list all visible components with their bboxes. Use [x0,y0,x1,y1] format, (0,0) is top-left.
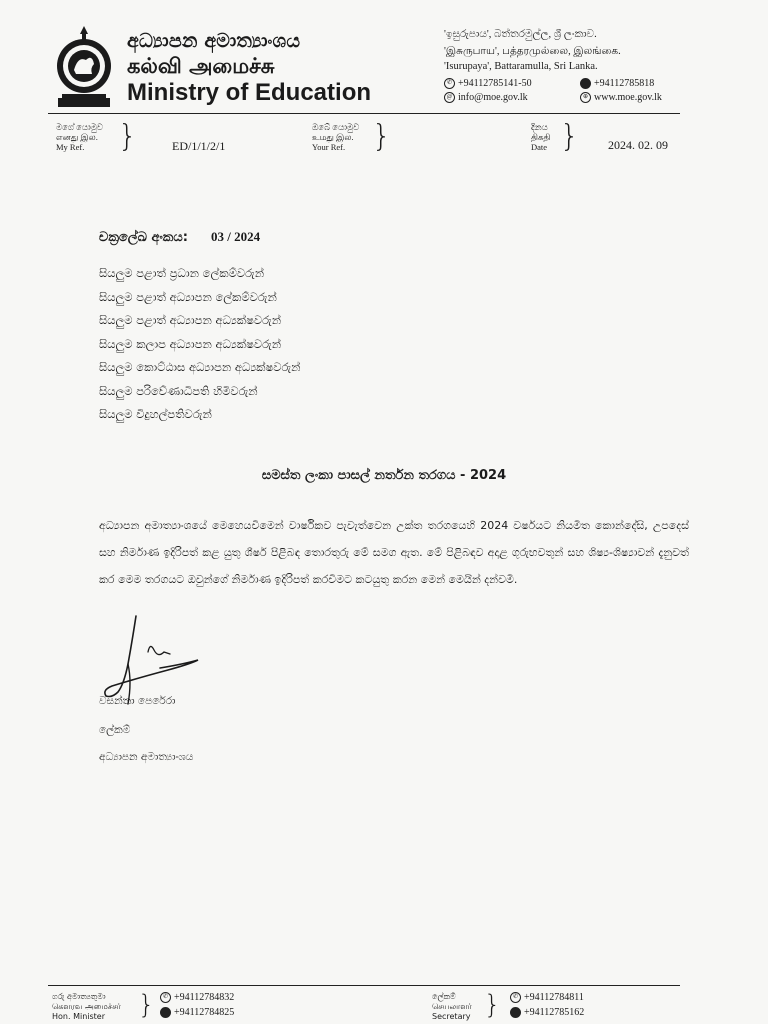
date-label: දිනය திகதி Date [531,122,551,152]
your-ref-brace: } [372,119,392,154]
phone-contact [444,78,532,89]
secretary-brace: } [484,990,501,1020]
body-paragraph: අධ්‍යාපන අමාත්‍යාංශයේ මෙහෙයවීමෙන් වාර්ෂිකව පැවැත්වෙන උක්ත තරගයෙහි 2024 වර්ෂයට නියමිත කොන්දේසි, උපදෙස් සහ නිර්මාණ ඉදිරිපත් කළ යුතු ශීර්ෂ පිළිබඳ තොරතුරු මේ සමග ඇත. මේ පිළිබඳව අදාළ ගුරුභවතුන් සහ ශිෂ්‍ය-ශිෂ්‍යාවන් දැනුවත් කර මෙම තරගයට ඔවුන්ගේ නිර්මාණ ඉදිරිපත් කරවීමට කටයුතු කරන මෙන් මෙයින් දන්වමි. [99,519,689,586]
phone-icon: ✆ [160,992,171,1003]
minister-phone: +94112784832 [174,992,235,1003]
fax-number: +94112785818 [594,78,655,89]
fax-icon [580,78,591,89]
my-ref-brace: } [118,119,138,154]
recipient-item: සියලුම පරිවේණාධිපති හිමිවරුන් [99,383,258,398]
phone-icon: ✆ [444,78,455,89]
ministry-name-tamil: கல்வி அமைச்சு [127,54,275,78]
recipient-item: සියලුම කොට්ඨාස අධ්‍යාපන අධ්‍යක්ෂවරුන් [99,360,301,374]
footer-divider [48,985,680,986]
fax-icon [510,1007,521,1018]
your-ref-label: ඔබේ යොමුව உமது இல. Your Ref. [312,122,360,152]
date-value: 2024. 02. 09 [608,138,668,152]
minister-label: ගරු අමාත්‍යතුමා கௌரவ அமைச்சர் Hon. Minister [52,992,121,1021]
recipient-item: සියලුම පළාත් ප්‍රධාන ලේකම්වරුන් [99,266,265,280]
recipient-item: සියලුම පළාත් අධ්‍යාපන අධ්‍යක්ෂවරුන් [99,313,282,327]
fax-icon [160,1007,171,1018]
ministry-name-sinhala: අධ්‍යාපන අමාත්‍යාංශය [127,30,301,52]
web-icon: ⊕ [580,92,591,103]
address-tamil: 'இசுருபாய', பத்தரமுல்லை, இலங்கை. [444,46,621,57]
minister-fax: +94112784825 [174,1007,235,1018]
secretary-fax-contact [510,1007,584,1018]
minister-fax-contact [160,1007,234,1018]
my-ref-value: ED/1/1/2/1 [172,139,226,153]
ministry-name-english: Ministry of Education [127,79,372,106]
recipient-list [99,262,301,427]
address-sinhala: 'ඉසුරුපාය', බත්තරමුල්ල, ශ්‍රී ලංකාව. [444,29,597,40]
secretary-label: ලේකම් செயலாளர் Secretary [432,992,472,1021]
email-icon: @ [444,92,455,103]
signatory-organization: අධ්‍යාපන අමාත්‍යාංශය [99,751,194,763]
sri-lanka-emblem-logo [52,26,116,110]
fax-contact [580,78,654,89]
letter-subject: සමස්ත ලංකා පාසල් නර්තන තරගය - 2024 [261,468,507,483]
address-english: 'Isurupaya', Battaramulla, Sri Lanka. [444,61,598,72]
date-brace: } [560,119,580,154]
recipient-item: සියලුම පළාත් අධ්‍යාපන ලේකම්වරුන් [99,289,277,304]
circular-number-line [99,229,260,245]
my-ref-label: මගේ යොමුව எனது இல. My Ref. [56,122,104,152]
email-address: info@moe.gov.lk [458,92,528,103]
email-contact [444,92,528,103]
web-contact [580,92,662,103]
recipient-item: සියලුම විදුහල්පතිවරුන් [99,407,212,421]
letterhead-divider [48,113,680,114]
signatory-title: ලේකම් [99,724,131,736]
recipient-item: සියලුම කලාප අධ්‍යාපන අධ්‍යක්ෂවරුන් [99,336,282,351]
circular-number: 03 / 2024 [210,229,261,244]
secretary-phone-contact [510,992,584,1003]
signatory-name: වසන්තා පෙරේරා [99,695,176,707]
minister-phone-contact [160,992,234,1003]
phone-icon: ✆ [510,992,521,1003]
secretary-fax: +94112785162 [524,1007,585,1018]
circular-label: චක්‍රලේඛ අංකය: [99,230,188,245]
minister-brace: } [138,990,155,1020]
website-address: www.moe.gov.lk [594,92,662,103]
secretary-phone: +94112784811 [524,992,584,1003]
phone-number: +94112785141-50 [458,78,532,89]
